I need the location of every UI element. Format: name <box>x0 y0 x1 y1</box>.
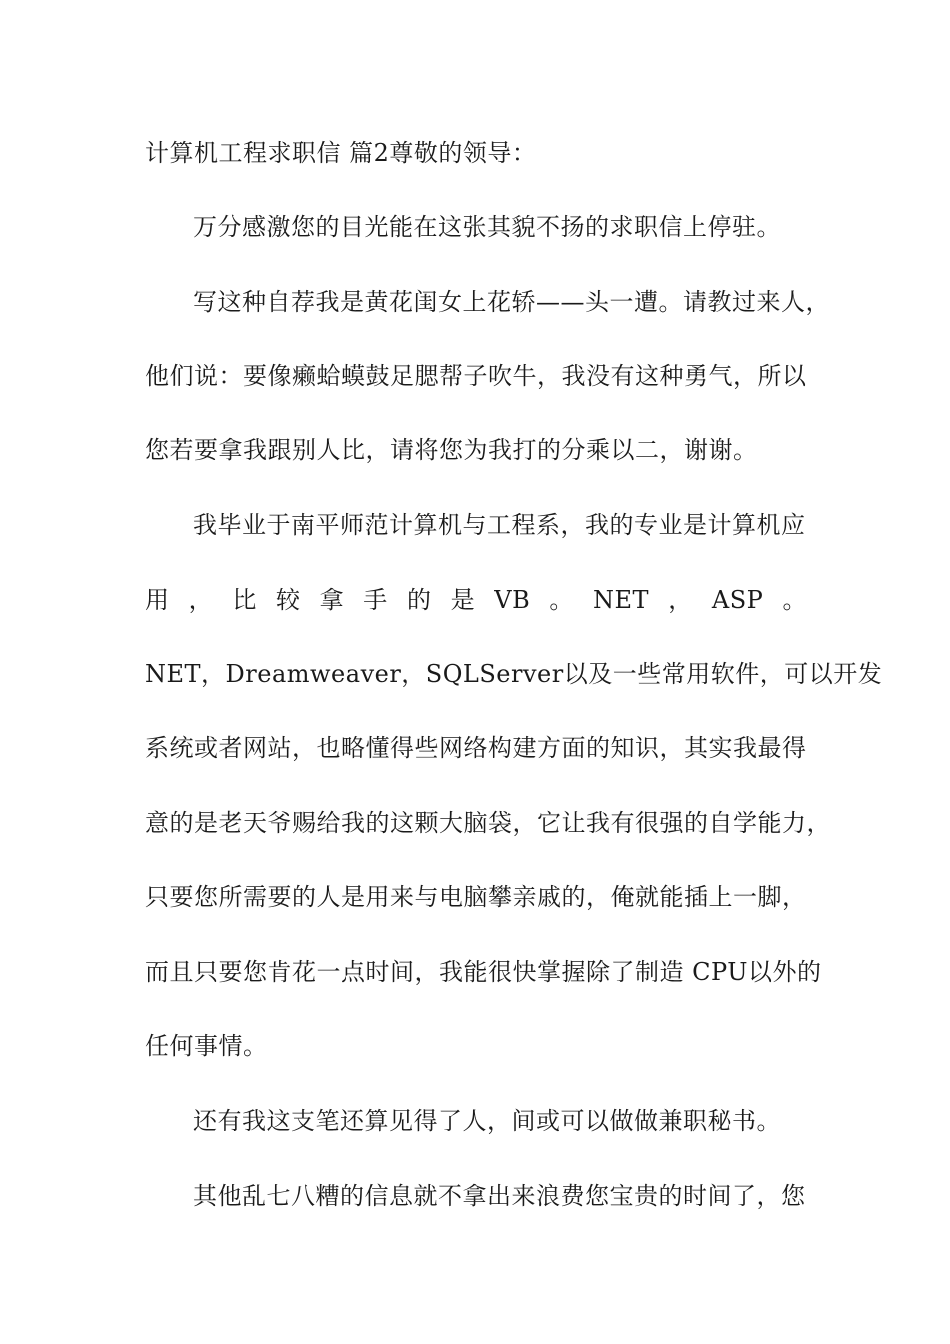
paragraph-line: 我毕业于南平师范计算机与工程系，我的专业是计算机应 <box>193 511 806 539</box>
spread-token: 较 <box>275 586 301 614</box>
spread-token: 手 <box>363 586 388 614</box>
paragraph-line: 而且只要您肯花一点时间，我能很快掌握除了制造 CPU以外的 <box>145 958 822 986</box>
spread-token: NET <box>593 586 650 614</box>
spread-token: 的 <box>406 586 432 614</box>
paragraph-line-spread <box>145 585 807 615</box>
paragraph-line: 您若要拿我跟别人比，请将您为我打的分乘以二，谢谢。 <box>145 436 758 464</box>
paragraph-line: 意的是老天爷赐给我的这颗大脑袋，它让我有很强的自学能力， <box>145 809 831 837</box>
letter-heading: 计算机工程求职信 篇2尊敬的领导： <box>145 139 537 167</box>
paragraph-line: 任何事情。 <box>145 1032 268 1060</box>
spread-token: 比 <box>232 586 257 614</box>
spread-token: 。 <box>549 586 574 614</box>
paragraph-line: 系统或者网站，也略懂得些网络构建方面的知识，其实我最得 <box>145 734 807 762</box>
spread-token: 是 <box>450 586 476 614</box>
spread-token: 。 <box>782 586 807 614</box>
paragraph-line: NET，Dreamweaver，SQLServer以及一些常用软件，可以开发 <box>145 660 883 688</box>
paragraph-line: 还有我这支笔还算见得了人，间或可以做做兼职秘书。 <box>193 1107 781 1135</box>
paragraph-line: 只要您所需要的人是用来与电脑攀亲戚的，俺就能插上一脚， <box>145 883 807 911</box>
spread-token: 拿 <box>319 586 345 614</box>
spread-token: ASP <box>711 586 764 614</box>
spread-token: 用 <box>145 586 170 614</box>
paragraph-line: 他们说：要像癞蛤蟆鼓足腮帮子吹牛，我没有这种勇气，所以 <box>145 362 807 390</box>
paragraph-line: 写这种自荐我是黄花闺女上花轿——头一遭。请教过来人， <box>193 288 830 316</box>
paragraph-line: 万分感激您的目光能在这张其貌不扬的求职信上停驻。 <box>193 213 781 241</box>
paragraph-line: 其他乱七八糟的信息就不拿出来浪费您宝贵的时间了，您 <box>193 1182 806 1210</box>
spread-token: VB <box>494 586 531 614</box>
spread-token: ， <box>668 586 693 614</box>
spread-token: ， <box>188 586 214 614</box>
